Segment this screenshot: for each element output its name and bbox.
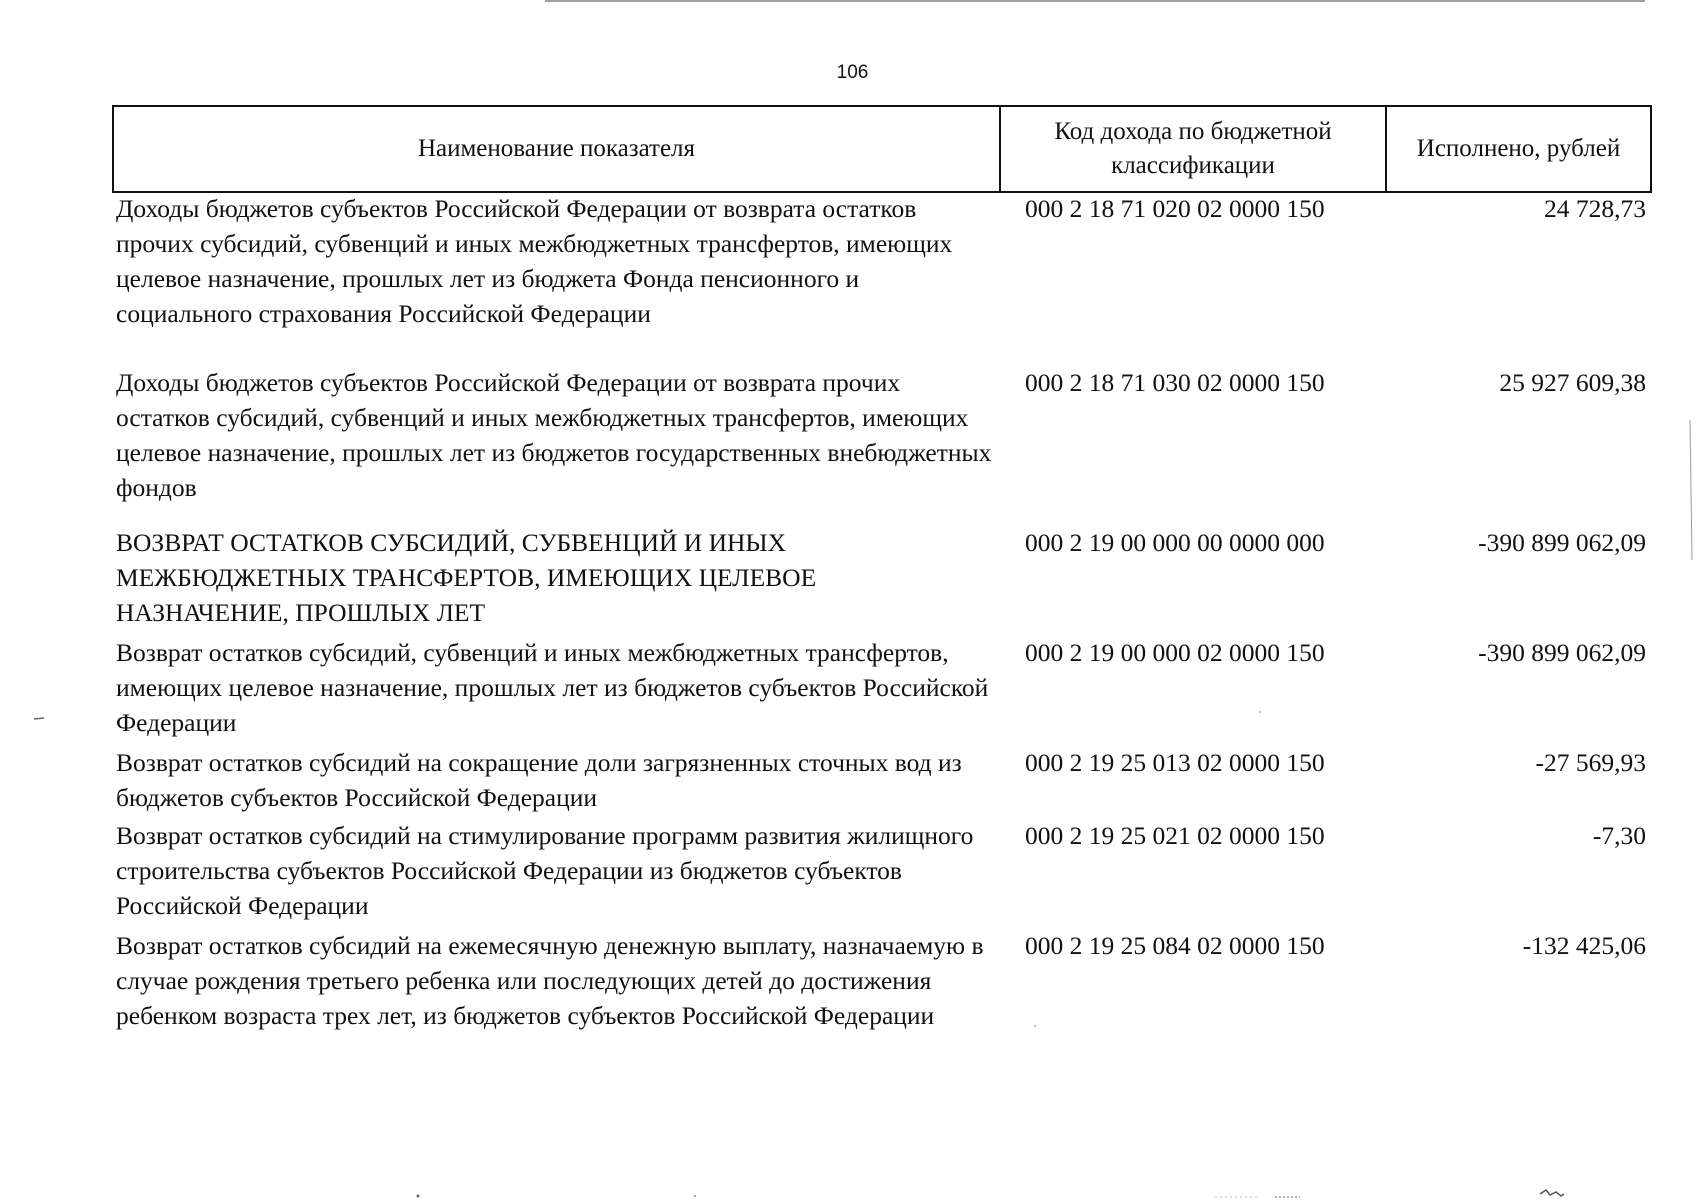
scan-edge-mark xyxy=(1690,420,1692,560)
row-indicator-name: ВОЗВРАТ ОСТАТКОВ СУБСИДИЙ, СУБВЕНЦИЙ И ИНЫХ МЕЖБЮДЖЕТНЫХ ТРАНСФЕРТОВ, ИМЕЮЩИХ ЦЕЛЕВОЕ НАЗНАЧЕНИЕ, ПРОШЛЫХ ЛЕТ xyxy=(116,528,817,627)
row-executed-amount: 25 927 609,38 xyxy=(1499,368,1646,397)
header-indicator-name: Наименование показателя xyxy=(114,107,1001,191)
table-header xyxy=(112,105,1652,193)
row-executed-amount: 24 728,73 xyxy=(1544,194,1646,223)
row-revenue-code: 000 2 19 25 013 02 0000 150 xyxy=(1025,748,1325,777)
row-executed-amount: -390 899 062,09 xyxy=(1478,528,1646,557)
row-indicator-name: Возврат остатков субсидий на стимулирование программ развития жилищного строительства субъектов Российской Федерации из бюджетов субъектов Российской Федерации xyxy=(116,821,974,920)
header-executed-amount: Исполнено, рублей xyxy=(1416,135,1621,162)
row-revenue-code: 000 2 19 25 084 02 0000 150 xyxy=(1025,931,1325,960)
row-executed-amount: -27 569,93 xyxy=(1535,748,1646,777)
row-executed-amount: -390 899 062,09 xyxy=(1478,638,1646,667)
table-row xyxy=(112,928,1652,1073)
table-row xyxy=(112,191,1652,365)
scan-speck xyxy=(694,1195,696,1197)
header-revenue-code: Код дохода по бюджетной классификации xyxy=(1001,107,1387,191)
scan-smudge xyxy=(1540,1190,1564,1196)
revenue-table xyxy=(112,105,1652,1073)
row-indicator-name: Возврат остатков субсидий на сокращение доли загрязненных сточных вод из бюджетов субъектов Российской Федерации xyxy=(116,748,962,812)
row-executed-amount: -132 425,06 xyxy=(1522,931,1646,960)
table-row xyxy=(112,635,1652,745)
row-indicator-name: Доходы бюджетов субъектов Российской Федерации от возврата остатков прочих субсидий, субвенций и иных межбюджетных трансфертов, имеющих целевое назначение, прошлых лет из бюджета Фонда пенсионного и социального страхования Российской Федерации xyxy=(116,194,953,328)
row-executed-amount: -7,30 xyxy=(1592,821,1646,850)
scan-speck xyxy=(34,718,44,719)
table-row xyxy=(112,365,1652,525)
table-row xyxy=(112,745,1652,818)
page-number: 106 xyxy=(836,62,869,83)
row-indicator-name: Возврат остатков субсидий, субвенций и иных межбюджетных трансфертов, имеющих целевое назначение, прошлых лет из бюджетов субъектов Российской Федерации xyxy=(116,638,989,737)
row-revenue-code: 000 2 19 00 000 02 0000 150 xyxy=(1025,638,1325,667)
table-row xyxy=(112,525,1652,635)
table-row xyxy=(112,818,1652,928)
row-revenue-code: 000 2 19 25 021 02 0000 150 xyxy=(1025,821,1325,850)
row-indicator-name: Доходы бюджетов субъектов Российской Федерации от возврата прочих остатков субсидий, субвенций и иных межбюджетных трансфертов, имеющих целевое назначение, прошлых лет из бюджетов государственных внебюджетных фондов xyxy=(116,368,992,502)
row-revenue-code: 000 2 18 71 020 02 0000 150 xyxy=(1025,194,1325,223)
scan-top-edge-line xyxy=(545,0,1645,2)
row-indicator-name: Возврат остатков субсидий на ежемесячную денежную выплату, назначаемую в случае рождения третьего ребенка или последующих детей до достижения ребенком возраста трех лет, из бюджетов субъектов Российской Федерации xyxy=(116,931,984,1030)
row-revenue-code: 000 2 18 71 030 02 0000 150 xyxy=(1025,368,1325,397)
scan-speck xyxy=(417,1195,420,1198)
row-revenue-code: 000 2 19 00 000 00 0000 000 xyxy=(1025,528,1325,557)
